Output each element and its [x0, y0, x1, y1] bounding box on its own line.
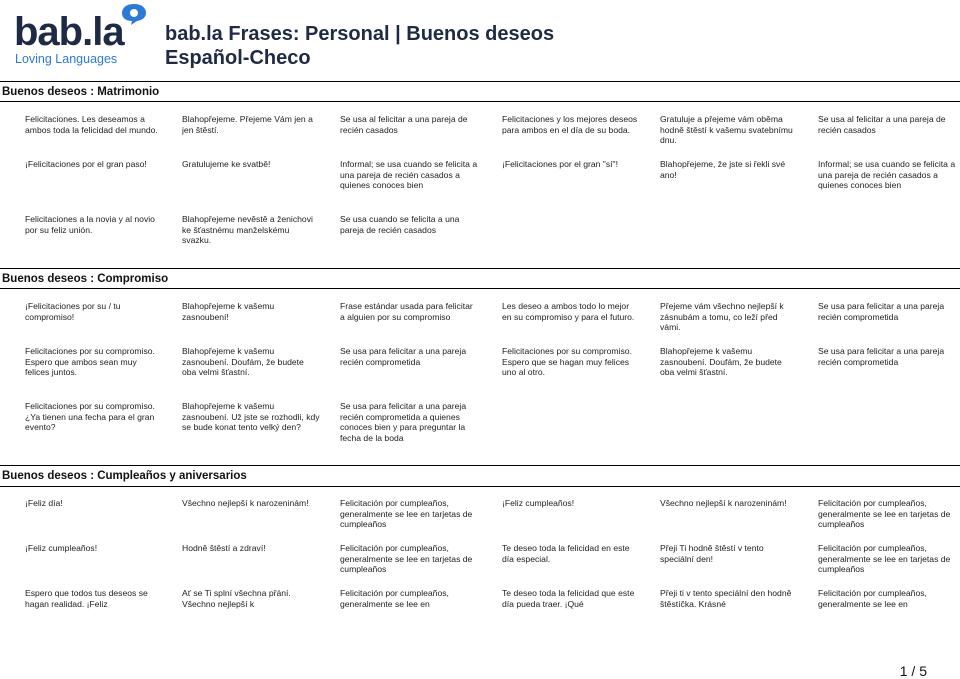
- phrase-usage: Informal; se usa cuando se felicita a una pareja de recién casados a quienes conoces bien: [818, 159, 956, 191]
- divider: [0, 288, 960, 289]
- phrase-cs: Blahopřejeme, že jste si řekli své ano!: [660, 159, 786, 180]
- speech-bubble-icon: [120, 2, 148, 26]
- phrase-usage: Felicitación por cumpleaños, generalmente se lee en tarjetas de cumpleaños: [340, 543, 473, 575]
- page-title: [165, 22, 554, 70]
- phrase-es: Felicitaciones por su compromiso. ¿Ya tienen una fecha para el gran evento?: [25, 401, 155, 433]
- logo-tagline: Loving Languages: [15, 52, 118, 66]
- phrase-es: Felicitaciones y los mejores deseos para ambos en el día de su boda.: [502, 114, 638, 135]
- phrase-cs: Blahopřejeme k vašemu zasnoubení. Už jste se rozhodli, kdy se bude konat tento velký den?: [182, 401, 320, 433]
- phrase-es: Felicitaciones a la novia y al novio por su feliz unión.: [25, 214, 155, 235]
- divider: [0, 486, 960, 487]
- phrase-cs: Blahopřejeme k vašemu zasnoubení!: [182, 301, 275, 322]
- phrase-usage: Se usa cuando se felicita a una pareja de recién casados: [340, 214, 460, 235]
- phrase-es: Espero que todos tus deseos se hagan realidad. ¡Feliz: [25, 588, 148, 609]
- phrase-cs: Přeji Ti hodně štěstí v tento speciální den!: [660, 543, 764, 564]
- divider: [0, 465, 960, 466]
- phrase-es: Les deseo a ambos todo lo mejor en su compromiso y para el futuro.: [502, 301, 635, 322]
- phrase-cs: Všechno nejlepší k narozeninám!: [660, 498, 787, 508]
- phrase-cs: Gratuluje a přejeme vám oběma hodně štěstí k vašemu svatebnímu dnu.: [660, 114, 793, 146]
- phrase-usage: Se usa para felicitar a una pareja recién comprometida: [818, 346, 945, 367]
- divider: [0, 81, 960, 82]
- phrase-usage: Felicitación por cumpleaños, generalmente se lee en tarjetas de cumpleaños: [340, 498, 473, 530]
- divider: [0, 101, 960, 102]
- phrase-usage: Se usa al felicitar a una pareja de recién casados: [340, 114, 468, 135]
- title-line-2: Español-Checo: [165, 47, 311, 69]
- phrase-usage: Se usa para felicitar a una pareja recién comprometida: [818, 301, 945, 322]
- phrase-cs: Blahopřejeme nevěstě a ženichovi ke šťastnému manželskému svazku.: [182, 214, 313, 246]
- page-number: 1 / 5: [899, 663, 927, 679]
- phrase-es: ¡Feliz cumpleaños!: [25, 543, 98, 553]
- phrase-es: ¡Felicitaciones por el gran paso!: [25, 159, 147, 169]
- section-title-compromiso: Buenos deseos : Compromiso: [2, 273, 169, 285]
- phrase-cs: Přejeme vám všechno nejlepší k zásnubám a tomu, co leží před vámi.: [660, 301, 784, 333]
- phrase-es: ¡Feliz cumpleaños!: [502, 498, 575, 508]
- section-title-matrimonio: Buenos deseos : Matrimonio: [2, 86, 160, 98]
- phrase-usage: Felicitación por cumpleaños, generalmente se lee en: [818, 588, 927, 609]
- phrase-es: Te deseo toda la felicidad que este día pueda traer. ¡Qué: [502, 588, 635, 609]
- phrase-usage: Felicitación por cumpleaños, generalmente se lee en tarjetas de cumpleaños: [818, 498, 951, 530]
- phrase-es: ¡Felicitaciones por su / tu compromiso!: [25, 301, 121, 322]
- phrase-es: Felicitaciones por su compromiso. Espero que ambos sean muy felices juntos.: [25, 346, 155, 378]
- phrase-es: Felicitaciones. Les deseamos a ambos toda la felicidad del mundo.: [25, 114, 158, 135]
- phrase-usage: Frase estándar usada para felicitar a alguien por su compromiso: [340, 301, 473, 322]
- phrase-es: Te deseo toda la felicidad en este día especial.: [502, 543, 630, 564]
- phrase-cs: Ať se Ti splní všechna přání. Všechno nejlepší k: [182, 588, 291, 609]
- title-line-1: bab.la Frases: Personal | Buenos deseos: [165, 23, 555, 45]
- phrase-cs: Všechno nejlepší k narozeninám!: [182, 498, 309, 508]
- phrase-es: ¡Felicitaciones por el gran "sí"!: [502, 159, 618, 169]
- phrase-cs: Gratulujeme ke svatbě!: [182, 159, 271, 169]
- phrase-usage: Felicitación por cumpleaños, generalmente se lee en: [340, 588, 449, 609]
- logo-wordmark: bab.la: [14, 10, 124, 54]
- phrase-cs: Blahopřejeme k vašemu zasnoubení. Doufám, že budete oba velmi šťastní.: [182, 346, 304, 378]
- babla-logo[interactable]: [14, 2, 154, 68]
- phrase-usage: Se usa para felicitar a una pareja recién comprometida a quienes conoces bien y para preguntar la fecha de la boda: [340, 401, 467, 443]
- divider: [0, 268, 960, 269]
- phrase-es: Felicitaciones por su compromiso. Espero que se hagan muy felices uno al otro.: [502, 346, 632, 378]
- phrase-usage: Felicitación por cumpleaños, generalmente se lee en tarjetas de cumpleaños: [818, 543, 951, 575]
- phrase-usage: Se usa al felicitar a una pareja de recién casados: [818, 114, 946, 135]
- phrase-es: ¡Feliz día!: [25, 498, 63, 508]
- phrase-cs: Blahopřejeme. Přejeme Vám jen a jen štěstí.: [182, 114, 313, 135]
- phrase-usage: Se usa para felicitar a una pareja recién comprometida: [340, 346, 467, 367]
- phrase-cs: Blahopřejeme k vašemu zasnoubení. Doufám, že budete oba velmi šťastní.: [660, 346, 782, 378]
- phrase-usage: Informal; se usa cuando se felicita a una pareja de recién casados a quienes conoces bien: [340, 159, 478, 191]
- phrase-cs: Hodně štěstí a zdraví!: [182, 543, 266, 553]
- section-title-cumpleanos: Buenos deseos : Cumpleaños y aniversarios: [2, 470, 247, 482]
- page-header: [0, 0, 960, 80]
- phrase-cs: Přeji ti v tento speciální den hodně štěstíčka. Krásné: [660, 588, 792, 609]
